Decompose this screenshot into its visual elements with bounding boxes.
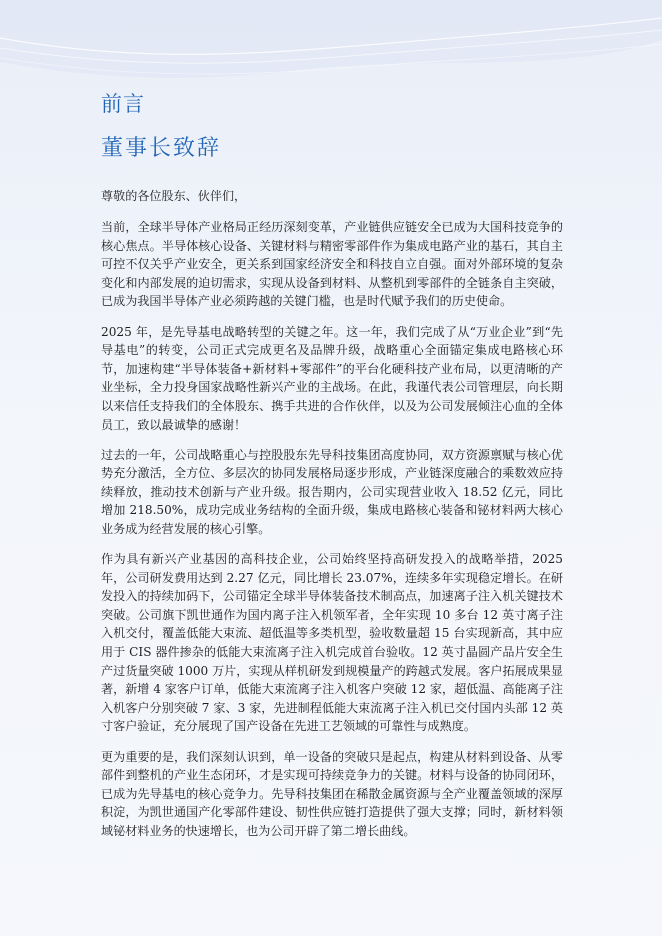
paragraph-4: 作为具有新兴产业基因的高科技企业，公司始终坚持高研发投入的战略举措，2025 年，公司研发费用达到 2.27 亿元，同比增长 23.07%，连续多年实现稳定增长。在研发投入的持续加码下，公司锚定全球半导体装备技术制高点，加速离子注入机关键技术突破。公司旗下凯世通作为国内离子注入机领军者，全年实现 10 多台 12 英寸离子注入机交付，覆盖低能大束流、超低温等多类机型，验收数量超 15 台实现新高，其中应用于 CIS 器件掺杂的低能大束流离子注入机完成首台验收。12 英寸晶圆产品片安全生产过货量突破 1000 万片，实现从样机研发到规模量产的跨越式发展。客户拓展成果显著，新增 4 家客户订单，低能大束流离子注入机客户突破 12 家，超低温、高能离子注入机客户分别突破 7 家、3 家，先进制程低能大束流离子注入机已交付国内头部 12 英寸客户验证，充分展现了国产设备在先进工艺领域的可靠性与成熟度。 xyxy=(101,552,563,734)
paragraph-1: 当前，全球半导体产业格局正经历深刻变革，产业链供应链安全已成为大国科技竞争的核心焦点。半导体核心设备、关键材料与精密零部件作为集成电路产业的基石，其自主可控不仅关乎产业安全，更关系到国家经济安全和科技自立自强。面对外部环境的复杂变化和内部发展的迫切需求，实现从设备到材料、从整机到零部件的全链条自主突破，已成为我国半导体产业必须跨越的关键门槛，也是时代赋予我们的历史使命。 xyxy=(101,220,563,309)
paragraph-5: 更为重要的是，我们深刻认识到，单一设备的突破只是起点，构建从材料到设备、从零部件到整机的产业生态闭环，才是实现可持续竞争力的关键。材料与设备的协同闭环，已成为先导基电的核心竞争力。先导科技集团在稀散金属资源与全产业覆盖领域的深厚积淀，为凯世通国产化零部件建设、韧性供应链打造提供了强大支撑；同时，新材料领域铋材料业务的快速增长，也为公司开辟了第二增长曲线。 xyxy=(101,749,563,838)
paragraph-3: 过去的一年，公司战略重心与控股股东先导科技集团高度协同，双方资源禀赋与核心优势充分激活，全方位、多层次的协同发展格局逐步形成，产业链深度融合的乘数效应持续释放，推动技术创新与产业升级。报告期内，公司实现营业收入 18.52 亿元，同比增加 218.50%，成功完成业务结构的全面升级，集成电路核心装备和铋材料两大核心业务成为经营发展的核心引擎。 xyxy=(101,447,563,536)
letter-body xyxy=(101,187,563,852)
decorative-wave-background xyxy=(0,0,662,140)
paragraph-2: 2025 年，是先导基电战略转型的关键之年。这一年，我们完成了从“万业企业”到“先导基电”的转变，公司正式完成更名及品牌升级，战略重心全面锚定集成电路核心环节，加速构建“半导体装备+新材料+零部件”的平台化硬科技产业布局，以更清晰的产业坐标，全力投身国家战略性新兴产业的主战场。在此，我谨代表公司管理层，向长期以来信任支持我们的全体股东、携手共进的合作伙伴，以及为公司发展倾注心血的全体员工，致以最诚挚的感谢！ xyxy=(101,324,563,432)
greeting: 尊敬的各位股东、伙伴们， xyxy=(101,189,247,203)
letter-title: 董事长致辞 xyxy=(101,136,222,161)
section-title: 前言 xyxy=(101,92,145,116)
